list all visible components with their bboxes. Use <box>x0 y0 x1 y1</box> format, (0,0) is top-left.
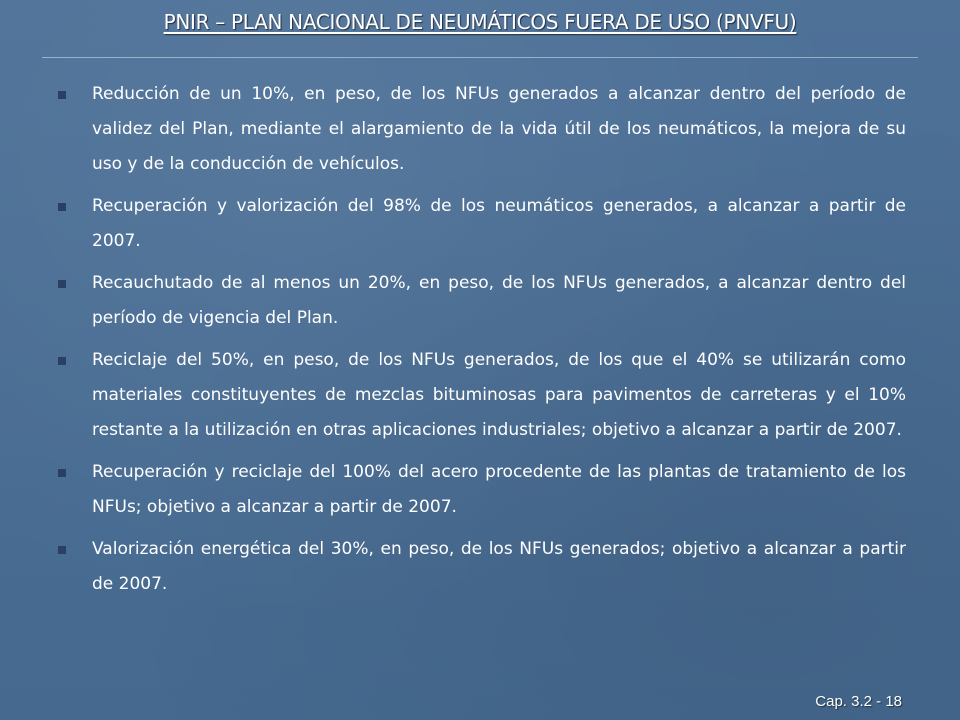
square-bullet-icon <box>58 91 66 99</box>
bullet-item <box>58 266 906 336</box>
bullet-item <box>58 343 906 448</box>
bullet-text: Reciclaje del 50%, en peso, de los NFUs generados, de los que el 40% se utilizarán como materiales constituyentes de mezclas bituminosas para pavimentos de carreteras y el 10% restante a la utilización en otras aplicaciones industriales; objetivo a alcanzar a partir de 2007. <box>92 350 906 440</box>
bullet-item <box>58 455 906 525</box>
square-bullet-icon <box>58 546 66 554</box>
bullet-text: Valorización energética del 30%, en peso, de los NFUs generados; objetivo a alcanzar a partir de 2007. <box>92 539 906 594</box>
bullet-item <box>58 532 906 602</box>
title-divider <box>42 57 918 58</box>
bullet-item <box>58 77 906 182</box>
square-bullet-icon <box>58 357 66 365</box>
square-bullet-icon <box>58 203 66 211</box>
bullet-text: Recuperación y valorización del 98% de los neumáticos generados, a alcanzar a partir de 2007. <box>92 196 906 251</box>
bullet-text: Recauchutado de al menos un 20%, en peso, de los NFUs generados, a alcanzar dentro del período de vigencia del Plan. <box>92 273 906 328</box>
square-bullet-icon <box>58 469 66 477</box>
bullet-list <box>58 77 906 609</box>
bullet-item <box>58 189 906 259</box>
bullet-text: Reducción de un 10%, en peso, de los NFUs generados a alcanzar dentro del período de validez del Plan, mediante el alargamiento de la vida útil de los neumáticos, la mejora de su uso y de la conducción de vehículos. <box>92 84 906 174</box>
page-number: Cap. 3.2 - 18 <box>815 693 902 710</box>
square-bullet-icon <box>58 280 66 288</box>
slide-title: PNIR – PLAN NACIONAL DE NEUMÁTICOS FUERA DE USO (PNVFU) <box>163 10 797 34</box>
bullet-text: Recuperación y reciclaje del 100% del acero procedente de las plantas de tratamiento de los NFUs; objetivo a alcanzar a partir de 2007. <box>92 462 906 517</box>
